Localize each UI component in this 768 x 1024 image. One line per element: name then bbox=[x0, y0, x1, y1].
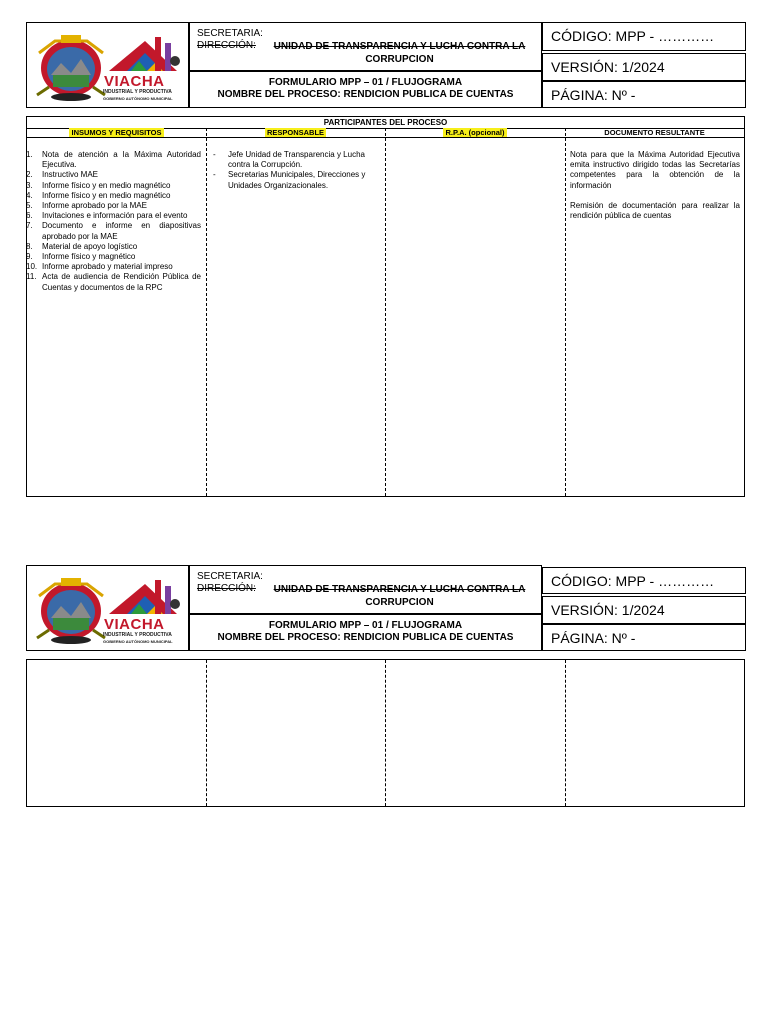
direccion-label: DIRECCIÓN: bbox=[197, 583, 256, 594]
list-item-text: Informe aprobado por la MAE bbox=[42, 201, 147, 211]
col-header-responsable-label: RESPONSABLE bbox=[266, 128, 325, 137]
unit-name bbox=[264, 40, 535, 66]
list-item-text: Acta de audiencia de Rendición Pública de Cuentas y documentos de la RPC bbox=[42, 272, 201, 292]
list-item-text: Informe físico y en medio magnético bbox=[42, 180, 171, 190]
list-item bbox=[208, 150, 380, 170]
secretaria-cell-2 bbox=[189, 565, 542, 614]
list-item-number: 3. bbox=[26, 180, 33, 190]
pagina-label: PÁGINA: Nº - bbox=[551, 87, 636, 103]
documento-item: Remisión de documentación para realizar la rendición pública de cuentas bbox=[570, 200, 740, 221]
list-item-number: 5. bbox=[26, 201, 33, 211]
list-item bbox=[27, 181, 201, 191]
list-item bbox=[27, 150, 201, 170]
logo-subtitle: INDUSTRIAL Y PRODUCTIVA bbox=[103, 632, 172, 638]
list-item-text: Informe aprobado y material impreso bbox=[42, 262, 173, 272]
list-item-text: Informe físico y en medio magnético bbox=[42, 190, 171, 200]
secretaria-label: SECRETARIA: bbox=[197, 571, 263, 582]
list-item bbox=[27, 221, 201, 241]
logo-cell-2 bbox=[26, 565, 189, 651]
column-divider bbox=[385, 128, 386, 496]
direccion-label: DIRECCIÓN: bbox=[197, 40, 256, 51]
list-item-text: Documento e informe en diapositivas aprobado por la MAE bbox=[42, 221, 201, 241]
column-divider bbox=[206, 660, 207, 806]
codigo-cell bbox=[542, 22, 746, 51]
pagina-cell bbox=[542, 81, 746, 108]
list-item-text: Jefe Unidad de Transparencia y Lucha contra la Corrupción. bbox=[228, 150, 365, 170]
list-item-number: 11. bbox=[26, 272, 37, 282]
process-name: NOMBRE DEL PROCESO: RENDICION PUBLICA DE CUENTAS bbox=[217, 632, 514, 643]
form-cell-2 bbox=[189, 614, 542, 651]
list-item-number: 4. bbox=[26, 190, 33, 200]
list-item-number: - bbox=[213, 170, 216, 180]
list-item-text: Secretarias Municipales, Direcciones y Unidades Organizacionales. bbox=[228, 170, 366, 190]
list-item-number: - bbox=[213, 150, 216, 159]
col-header-rpa-label: R.P.A. (opcional) bbox=[445, 128, 505, 137]
header-block-2 bbox=[26, 565, 746, 651]
version-label: VERSIÓN: 1/2024 bbox=[551, 602, 665, 618]
pagina-label: PÁGINA: Nº - bbox=[551, 630, 636, 646]
column-divider bbox=[385, 660, 386, 806]
secretaria-label: SECRETARIA: bbox=[197, 28, 263, 39]
form-cell bbox=[189, 71, 542, 108]
col-header-documento-label: DOCUMENTO RESULTANTE bbox=[604, 128, 705, 137]
insumos-cell bbox=[27, 150, 201, 293]
unit-name-line1: UNIDAD DE TRANSPARENCIA Y LUCHA CONTRA LA bbox=[273, 584, 526, 595]
unit-name-line1: UNIDAD DE TRANSPARENCIA Y LUCHA CONTRA LA bbox=[273, 41, 526, 52]
list-item bbox=[27, 211, 201, 221]
logo-wordmark: VIACHA bbox=[104, 616, 165, 633]
participants-table bbox=[26, 116, 745, 497]
list-item bbox=[27, 262, 201, 272]
list-item-number: 6. bbox=[26, 211, 33, 221]
unit-name-line2: CORRUPCION bbox=[365, 54, 434, 65]
list-item bbox=[27, 191, 201, 201]
list-item bbox=[27, 201, 201, 211]
list-item-number: 8. bbox=[26, 241, 33, 251]
col-header-insumos bbox=[27, 128, 206, 138]
logo-subtitle-2: GOBIERNO AUTÓNOMO MUNICIPAL bbox=[103, 639, 173, 644]
unit-name bbox=[264, 583, 535, 609]
column-divider bbox=[206, 128, 207, 496]
list-item-number: 2. bbox=[26, 170, 33, 180]
col-header-documento bbox=[565, 128, 744, 138]
list-item-text: Instructivo MAE bbox=[42, 170, 99, 180]
insumos-list bbox=[27, 150, 201, 293]
logo-wordmark: VIACHA bbox=[104, 73, 165, 90]
documento-item: Nota para que la Máxima Autoridad Ejecutiva emita instructivo dirigido todas las Secretarías competentes para la obtención de la información bbox=[570, 150, 740, 190]
participants-table-continuation bbox=[26, 659, 745, 807]
list-item-text: Informe físico y magnético bbox=[42, 252, 136, 262]
codigo-label: CÓDIGO: MPP - ………… bbox=[551, 28, 715, 44]
list-item-number: 9. bbox=[26, 252, 33, 262]
table-title: PARTICIPANTES DEL PROCESO bbox=[27, 117, 744, 129]
list-item bbox=[208, 170, 380, 190]
col-header-insumos-label: INSUMOS Y REQUISITOS bbox=[71, 128, 162, 137]
documento-cell bbox=[570, 150, 740, 221]
list-item-number: 10. bbox=[26, 262, 38, 272]
list-item-text: Invitaciones e información para el evento bbox=[42, 211, 188, 221]
header-block bbox=[26, 22, 746, 108]
column-divider bbox=[565, 128, 566, 496]
list-item bbox=[27, 272, 201, 292]
version-cell-2 bbox=[542, 596, 746, 624]
pagina-cell-2 bbox=[542, 624, 746, 651]
logo-subtitle: INDUSTRIAL Y PRODUCTIVA bbox=[103, 89, 172, 95]
logo-cell bbox=[26, 22, 189, 108]
list-item bbox=[27, 242, 201, 252]
form-title: FORMULARIO MPP – 01 / FLUJOGRAMA bbox=[268, 77, 463, 88]
version-cell bbox=[542, 53, 746, 81]
list-item-number: 7. bbox=[26, 221, 33, 231]
version-label: VERSIÓN: 1/2024 bbox=[551, 59, 665, 75]
list-item-number: 1. bbox=[26, 150, 33, 159]
responsable-cell bbox=[208, 150, 380, 191]
column-divider bbox=[565, 660, 566, 806]
col-header-rpa bbox=[385, 128, 565, 138]
secretaria-cell bbox=[189, 22, 542, 71]
codigo-cell-2 bbox=[542, 567, 746, 594]
list-item-text: Nota de atención a la Máxima Autoridad Ejecutiva. bbox=[42, 150, 201, 170]
process-name: NOMBRE DEL PROCESO: RENDICION PUBLICA DE CUENTAS bbox=[217, 89, 514, 100]
codigo-label: CÓDIGO: MPP - ………… bbox=[551, 573, 715, 589]
list-item-text: Material de apoyo logístico bbox=[42, 241, 138, 251]
unit-name-line2: CORRUPCION bbox=[365, 597, 434, 608]
list-item bbox=[27, 252, 201, 262]
logo-subtitle-2: GOBIERNO AUTÓNOMO MUNICIPAL bbox=[103, 96, 173, 101]
col-header-responsable bbox=[206, 128, 385, 138]
responsable-list bbox=[208, 150, 380, 191]
form-title: FORMULARIO MPP – 01 / FLUJOGRAMA bbox=[268, 620, 463, 631]
list-item bbox=[27, 170, 201, 180]
